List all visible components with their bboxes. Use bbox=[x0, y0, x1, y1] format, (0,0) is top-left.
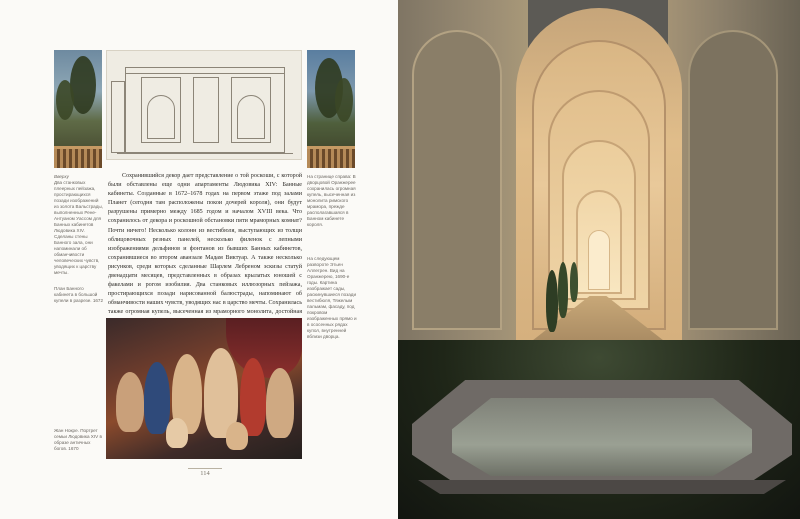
balustrade bbox=[54, 146, 102, 168]
caption-left bbox=[54, 174, 104, 276]
balustrade bbox=[307, 146, 355, 168]
marble-basin-water bbox=[452, 398, 752, 476]
bath-cabinet-engraving bbox=[106, 50, 302, 160]
tree-shape bbox=[56, 80, 74, 120]
gallery-arch-6 bbox=[588, 230, 610, 290]
left-wall-arch bbox=[412, 30, 502, 330]
tree-shape bbox=[335, 78, 353, 122]
caption-right-extra: На следующем развороте Этьен Аллегрен. Вид на Оранжерею, 1690-е годы. Картина изображает сады, раскинувшиеся позади вестибюля, Тяжелым пальмам, фасаду, под покровом изображенных прямо и в ососенных рядах купол, внутренней вблизи дворца. bbox=[307, 256, 357, 339]
caption-left-extra: План Банного кабинета в большой купели в разрезе. 1672 bbox=[54, 286, 104, 303]
illusion-landscape-left-image bbox=[54, 50, 102, 168]
cypress-tree bbox=[558, 262, 568, 318]
tree-shape bbox=[70, 56, 96, 114]
caption-left-text: Два станковых плеерных пейзажа, простирающихся позади изображений из золота Вальстрады, выполненных Рене-Антуаном Уассом для Банных кабинетов Людовика XIV. Сделаны стены Банного зала, они напоминали об обманчивости человеческих чувств, уводящих к царству мечты. bbox=[54, 180, 103, 275]
caption-painting: Жан Нокре. Портрет семьи Людовика XIV в образе античных богов. 1670 bbox=[54, 428, 102, 451]
orangery-gallery-photo bbox=[398, 0, 800, 519]
cypress-tree bbox=[570, 262, 578, 302]
marble-basin-base bbox=[418, 480, 786, 494]
caption-right: На странице справа: В дворцовой Оранжерее сохранилась огромная купель, высеченная из монолита римского мрамора, прежде располагавшаяся в Банном кабинете короля. bbox=[307, 174, 356, 227]
cypress-tree bbox=[546, 270, 558, 332]
right-wall-arch bbox=[688, 30, 778, 330]
royal-family-portrait-painting bbox=[106, 318, 302, 459]
body-paragraph: Сохранившийся декор дает представление о той роскоши, с которой были обставлены еще одни апартаменты Людовика XIV: Банные кабинеты. Созданные в 1672–1678 годах на первом этаже под залами Планет (сегодня там расположены покои дочерей короля), они будут разрушены примерно между 1685 годом и началом XVIII века. Что сохранилось от декора и роскошной обстановки пяти мраморных комнат? Почти ничего! Несколько колонн из вестибюля, выступающих из толщи облицовочных резных панелей, несколько филенок с лепными изображениями дельфинов и фонтанов из бывших Банных кабинетов, сохранившиеся во втором аванзале Мадам Виктуар. А также несколько рисунков, среди которых сделанные Шарлем Лебреном эскизы статуй двенадцати месяцев, представленных в образах крылатых юношей с факелами и рогом изобилия. Два станковых иллюзорных пейзажа, простирающихся позади нарисованной балюстрады, напоминают об обманчивости наших чувств, уводящих нас в царство мечты. Сохранилась также огромная купель, высеченная из мраморного монолита, достойная bbox=[108, 173, 302, 316]
page-number-rule bbox=[188, 468, 222, 469]
page-number: 114 bbox=[200, 470, 210, 477]
main-body-text bbox=[108, 172, 302, 327]
illusion-landscape-right-image bbox=[307, 50, 355, 168]
caption-left-title: Вверху bbox=[54, 174, 69, 179]
